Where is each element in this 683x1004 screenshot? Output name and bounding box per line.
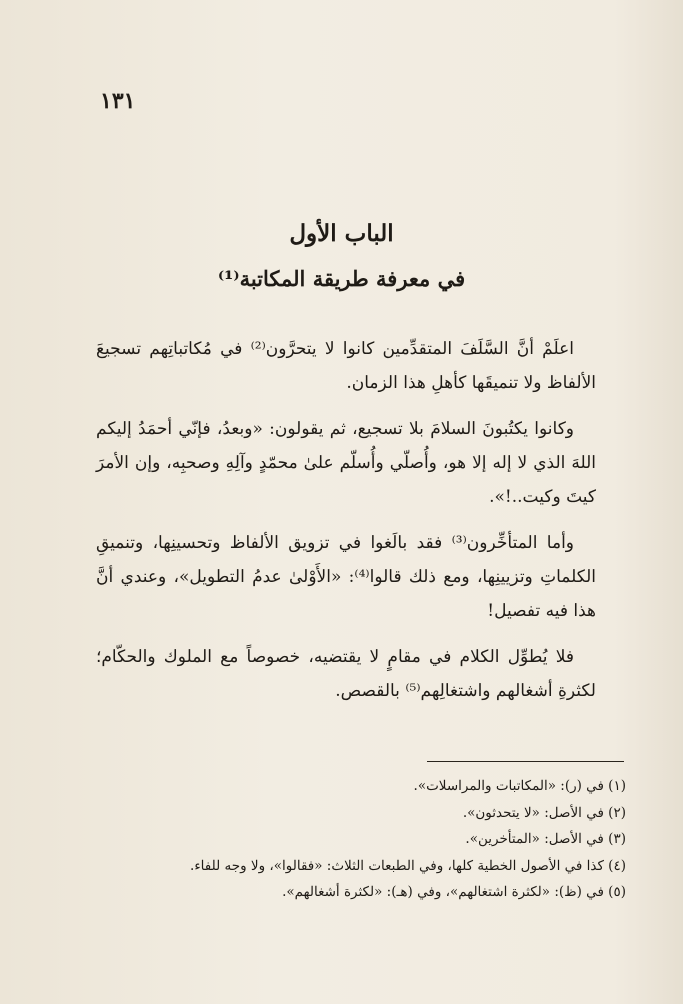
footnotes — [96, 773, 626, 906]
footnote-divider — [427, 761, 624, 762]
paragraph: اعلَمْ أنَّ السَّلَفَ المتقدِّمين كانوا لا يتحرَّون⁽²⁾ في مُكاتباتِهم تسجيعَ الألفاظ ولا تنميقَها كأهلِ هذا الزمان. — [96, 339, 596, 393]
footnote: (٢) في الأصل: «لا يتحدثون». — [462, 804, 626, 821]
body-text — [96, 332, 596, 720]
paragraph: فلا يُطوِّل الكلام في مقامٍ لا يقتضيه، خصوصاً مع الملوك والحكّام؛ لكثرةِ أشغالهم واشتغالِهم⁽⁵⁾ بالقصص. — [96, 647, 596, 701]
page-number: ١٣١ — [100, 88, 136, 114]
footnote: (٥) في (ظ): «لكثرة اشتغالهم»، وفي (هـ): «لكثرة أشغالهم». — [282, 884, 626, 900]
paragraph: وأما المتأخِّرون⁽³⁾ فقد بالَغوا في تزويق الألفاظ وتحسينِها، وتنميقِ الكلماتِ وتزيينِها، ومع ذلك قالوا⁽⁴⁾: «الأَوْلىٰ عدمُ التطويل»، وعندي أنَّ هذا فيه تفصيل! — [96, 533, 597, 621]
footnote: (٤) كذا في الأصول الخطية كلها، وفي الطبعات الثلاث: «فقالوا»، ولا وجه للفاء. — [190, 857, 626, 874]
paragraph: وكانوا يكتُبونَ السلامَ بلا تسجيع، ثم يقولون: «وبعدُ، فإنّي أحمَدُ إليكم اللهَ الذي لا إله إلا هو، وأُصلّي وأُسلّم علىٰ محمّدٍ وآلِهِ وصحبِه، وإن الأمرَ كيتَ وكيت..!». — [96, 419, 596, 507]
chapter-title: الباب الأول — [289, 220, 394, 247]
chapter-subtitle: في معرفة طريقة المكاتبة⁽¹⁾ — [217, 266, 466, 291]
footnote: (١) في (ر): «المكاتبات والمراسلات». — [413, 778, 626, 794]
footnote: (٣) في الأصل: «المتأخرين». — [465, 831, 626, 847]
